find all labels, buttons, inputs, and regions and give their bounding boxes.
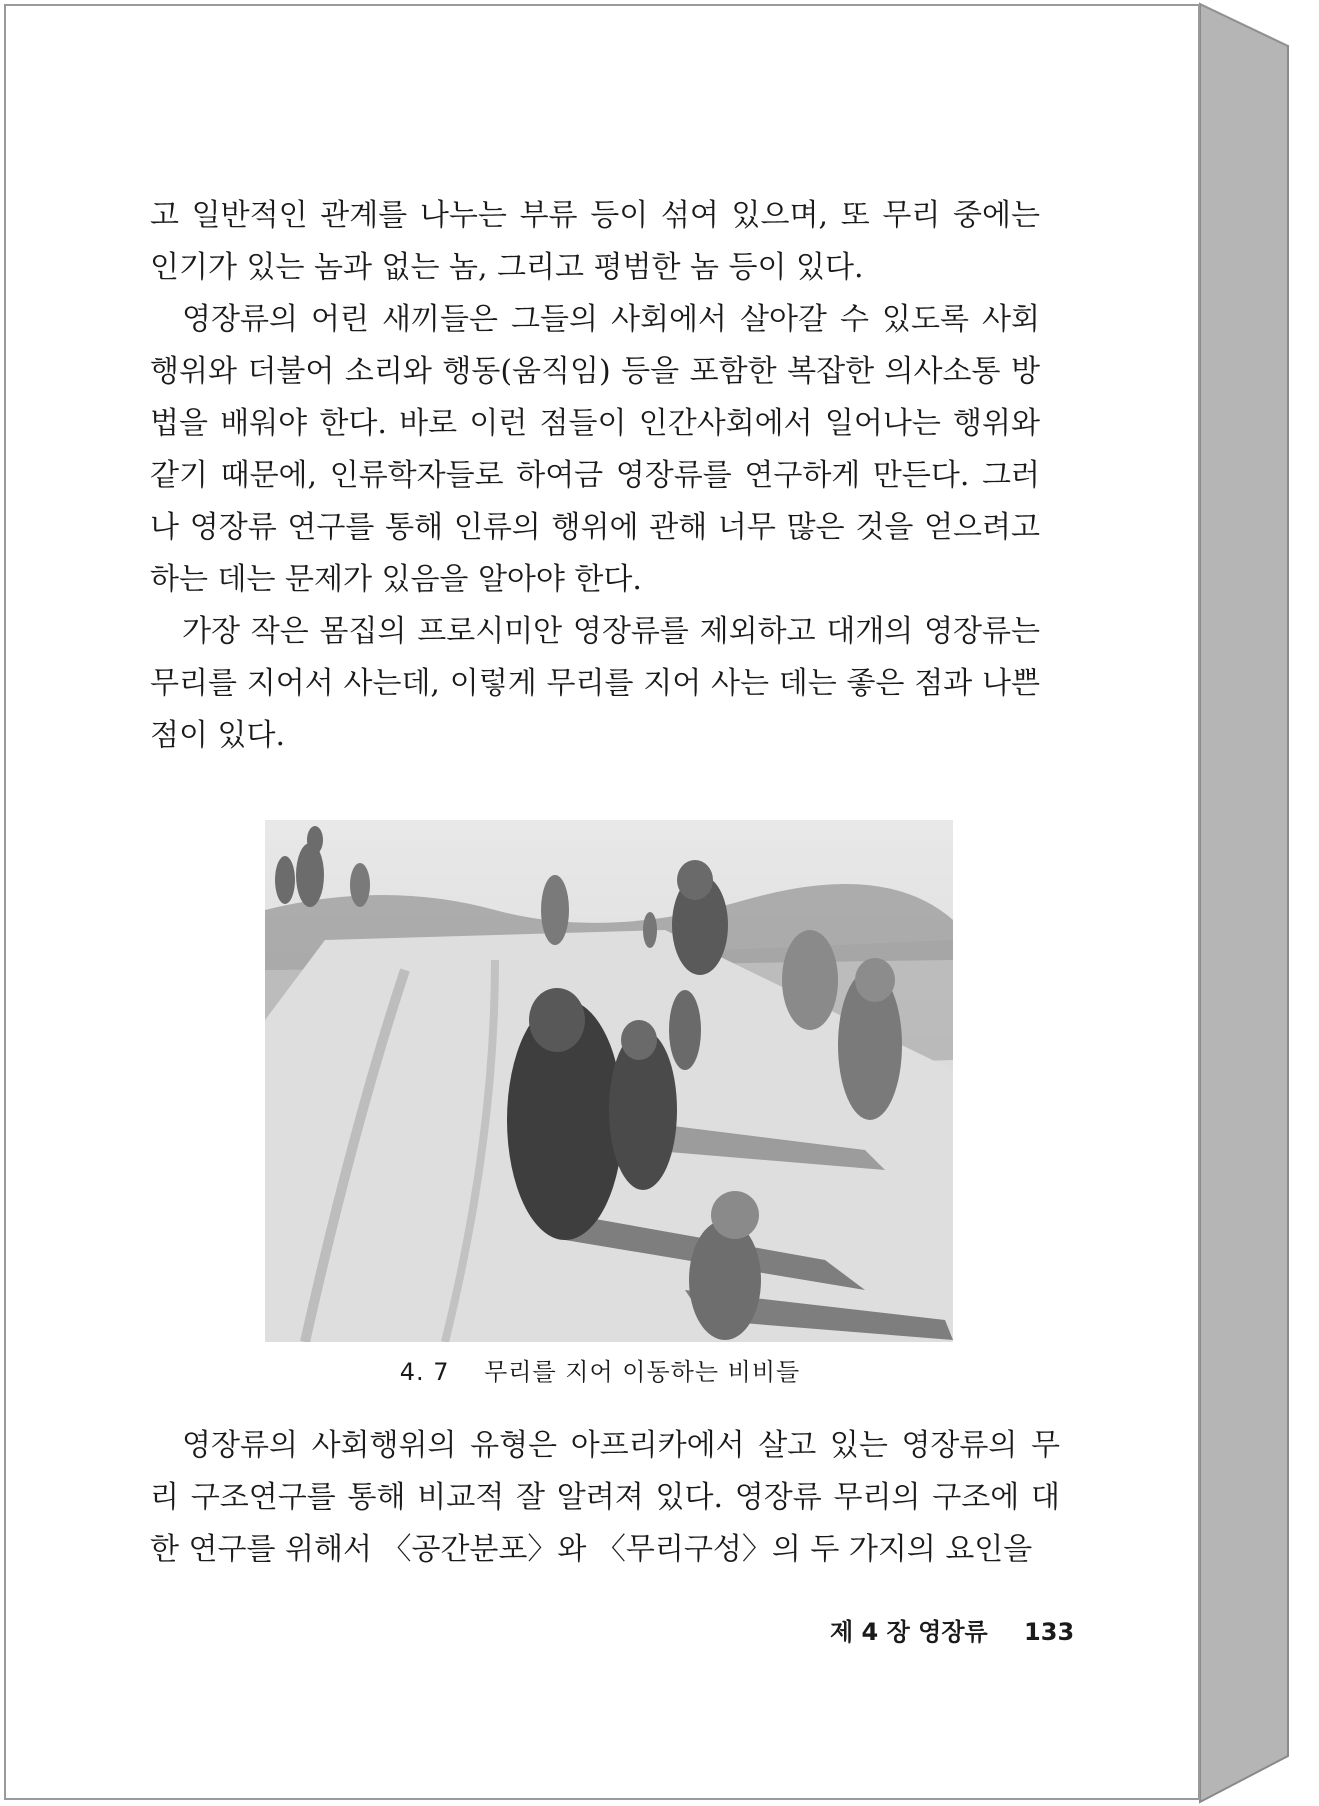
page-footer [830, 1612, 1102, 1647]
figure-photo-baboons [265, 820, 953, 1342]
paragraph: 가장 작은 몸집의 프로시미안 영장류를 제외하고 대개의 영장류는 무리를 지어서 사는데, 이렇게 무리를 지어 사는 데는 좋은 점과 나쁜 점이 있다. [150, 614, 1040, 753]
page-number: 133 [1024, 1618, 1075, 1646]
body-text-top [150, 190, 1040, 762]
paragraph: 영장류의 사회행위의 유형은 아프리카에서 살고 있는 영장류의 무리 구조연구를 통해 비교적 잘 알려져 있다. 영장류 무리의 구조에 대한 연구를 위해서 〈공간분포〉와 〈무리구성〉의 두 가지의 요인을 [150, 1428, 1060, 1567]
body-text-bottom [150, 1420, 1060, 1576]
figure-number: 4. 7 [399, 1358, 450, 1386]
paragraph: 영장류의 어린 새끼들은 그들의 사회에서 살아갈 수 있도록 사회행위와 더불어 소리와 행동(움직임) 등을 포함한 복잡한 의사소통 방법을 배워야 한다. 바로 이런 점들이 인간사회에서 일어나는 행위와 같기 때문에, 인류학자들로 하여금 영장류를 연구하게 만든다. 그러나 영장류 연구를 통해 인류의 행위에 관해 너무 많은 것을 얻으려고 하는 데는 문제가 있음을 알아야 한다. [150, 302, 1040, 597]
chapter-title: 제 4 장 영장류 [830, 1618, 988, 1646]
figure-caption-text: 무리를 지어 이동하는 비비들 [484, 1358, 801, 1386]
figure-caption [0, 1352, 1200, 1387]
paragraph: 고 일반적인 관계를 나누는 부류 등이 섞여 있으며, 또 무리 중에는 인기가 있는 놈과 없는 놈, 그리고 평범한 놈 등이 있다. [150, 198, 1040, 285]
baboon-troop-illustration [265, 820, 953, 1342]
